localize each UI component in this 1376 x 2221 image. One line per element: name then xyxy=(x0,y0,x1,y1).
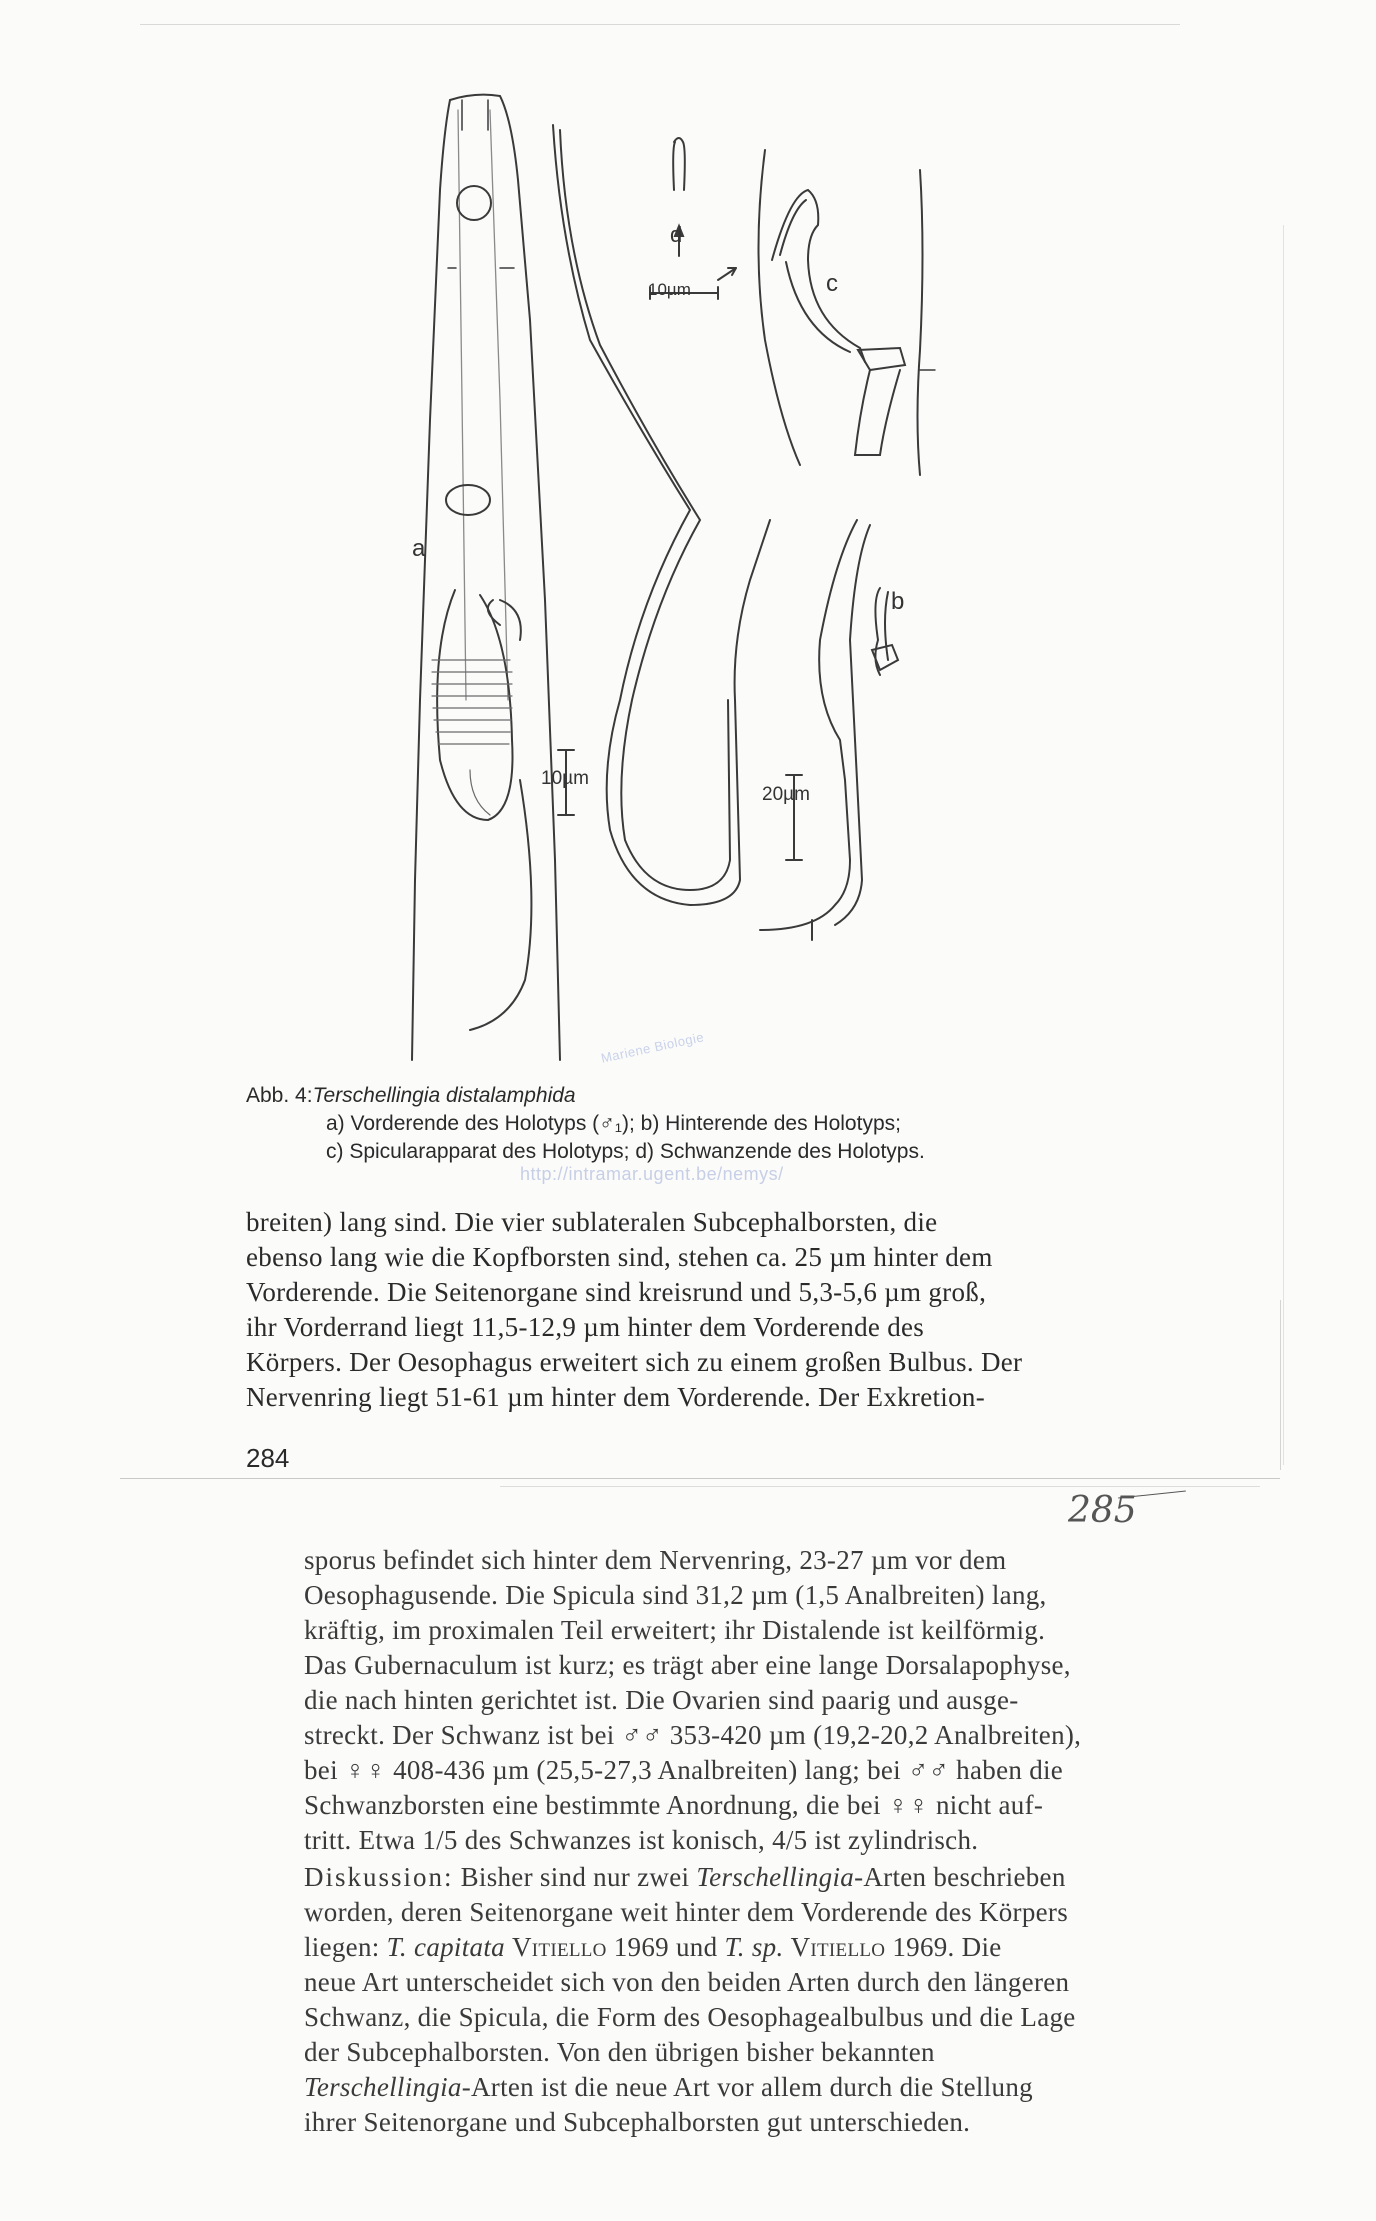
text-line: sporus befindet sich hinter dem Nervenring, 23-27 µm vor dem xyxy=(304,1545,1007,1575)
scale-label-d: 10µm xyxy=(648,280,691,299)
text-line: tritt. Etwa 1/5 des Schwanzes ist konisch, 4/5 ist zylindrisch. xyxy=(304,1825,979,1855)
figure-d-schwanzende xyxy=(650,138,736,299)
text-line: Körpers. Der Oesophagus erweitert sich zu einem großen Bulbus. Der xyxy=(246,1347,1023,1377)
text-line: streckt. Der Schwanz ist bei ♂♂ 353-420 µm (19,2-20,2 Analbreiten), xyxy=(304,1720,1082,1750)
text-line: Oesophagusende. Die Spicula sind 31,2 µm (1,5 Analbreiten) lang, xyxy=(304,1580,1047,1610)
scale-label-b: 20µm xyxy=(762,784,810,805)
text-line: Vorderende. Die Seitenorgane sind kreisrund und 5,3-5,6 µm groß, xyxy=(246,1277,987,1307)
page-284-body xyxy=(246,1205,1110,1415)
text-line: der Subcephalborsten. Von den übrigen bisher bekannten xyxy=(304,2037,935,2067)
caption-line-1: a) Vorderende des Holotyps (♂₁); b) Hinterende des Holotyps; xyxy=(326,1112,901,1135)
text-line: die nach hinten gerichtet ist. Die Ovarien sind paarig und ausge- xyxy=(304,1685,1019,1715)
figure-a-vorderende xyxy=(412,95,574,1060)
discussion-paragraph xyxy=(304,1860,1170,2140)
page-divider-2 xyxy=(500,1486,1260,1487)
page-number-284: 284 xyxy=(246,1443,290,1473)
handwritten-page-number: 285 xyxy=(1068,1490,1137,1531)
caption-line-2: c) Spicularapparat des Holotyps; d) Schwanzende des Holotyps. xyxy=(326,1140,925,1163)
text-line: Nervenring liegt 51-61 µm hinter dem Vorderende. Der Exkretion- xyxy=(246,1382,986,1412)
text-line: kräftig, im proximalen Teil erweitert; ihr Distalende ist keilförmig. xyxy=(304,1615,1046,1645)
text-line: Terschellingia-Arten ist die neue Art vor allem durch die Stellung xyxy=(304,2072,1033,2102)
page-285-body xyxy=(304,1543,1170,1858)
text-line: bei ♀♀ 408-436 µm (25,5-27,3 Analbreiten) lang; bei ♂♂ haben die xyxy=(304,1755,1064,1785)
figure-c-spicularapparat xyxy=(759,150,936,475)
figure-b-hinterende xyxy=(553,125,898,940)
text-line: liegen: T. capitata Vitiello 1969 und T. sp. Vitiello 1969. Die xyxy=(304,1932,1002,1962)
caption-title: Abb. 4:Terschellingia distalamphida xyxy=(246,1084,576,1107)
discussion-heading: Diskussion: xyxy=(304,1862,454,1892)
figure-label-a: a xyxy=(412,535,426,562)
figure-label-d: d xyxy=(670,222,683,247)
figure-label-c: c xyxy=(826,270,838,297)
figure-caption xyxy=(246,1082,1126,1166)
right-page-edge-lower xyxy=(1280,1300,1281,1470)
text-line: breiten) lang sind. Die vier sublateralen Subcephalborsten, die xyxy=(246,1207,938,1237)
text-line: worden, deren Seitenorgane weit hinter dem Vorderende des Körpers xyxy=(304,1897,1069,1927)
repository-watermark: http://intramar.ugent.be/nemys/ xyxy=(520,1164,784,1184)
text-line: Diskussion: Bisher sind nur zwei Terschellingia-Arten beschrieben xyxy=(304,1862,1066,1892)
nematode-figure xyxy=(0,0,1376,1100)
text-line: Schwanz, die Spicula, die Form des Oesophagealbulbus und die Lage xyxy=(304,2002,1076,2032)
text-line: neue Art unterscheidet sich von den beiden Arten durch den längeren xyxy=(304,1967,1070,1997)
scale-label-a: 10µm xyxy=(541,768,589,789)
text-line: ebenso lang wie die Kopfborsten sind, stehen ca. 25 µm hinter dem xyxy=(246,1242,993,1272)
page-divider xyxy=(120,1478,1280,1479)
figure-label-b: b xyxy=(891,588,905,615)
text-line: Das Gubernaculum ist kurz; es trägt aber eine lange Dorsalapophyse, xyxy=(304,1650,1071,1680)
text-line: Schwanzborsten eine bestimmte Anordnung, die bei ♀♀ nicht auf- xyxy=(304,1790,1044,1820)
text-line: ihr Vorderrand liegt 11,5-12,9 µm hinter dem Vorderende des xyxy=(246,1312,925,1342)
watermark-arc: Mariene Biologie xyxy=(599,1029,706,1066)
text-line: ihrer Seitenorgane und Subcephalborsten gut unterschieden. xyxy=(304,2107,971,2137)
